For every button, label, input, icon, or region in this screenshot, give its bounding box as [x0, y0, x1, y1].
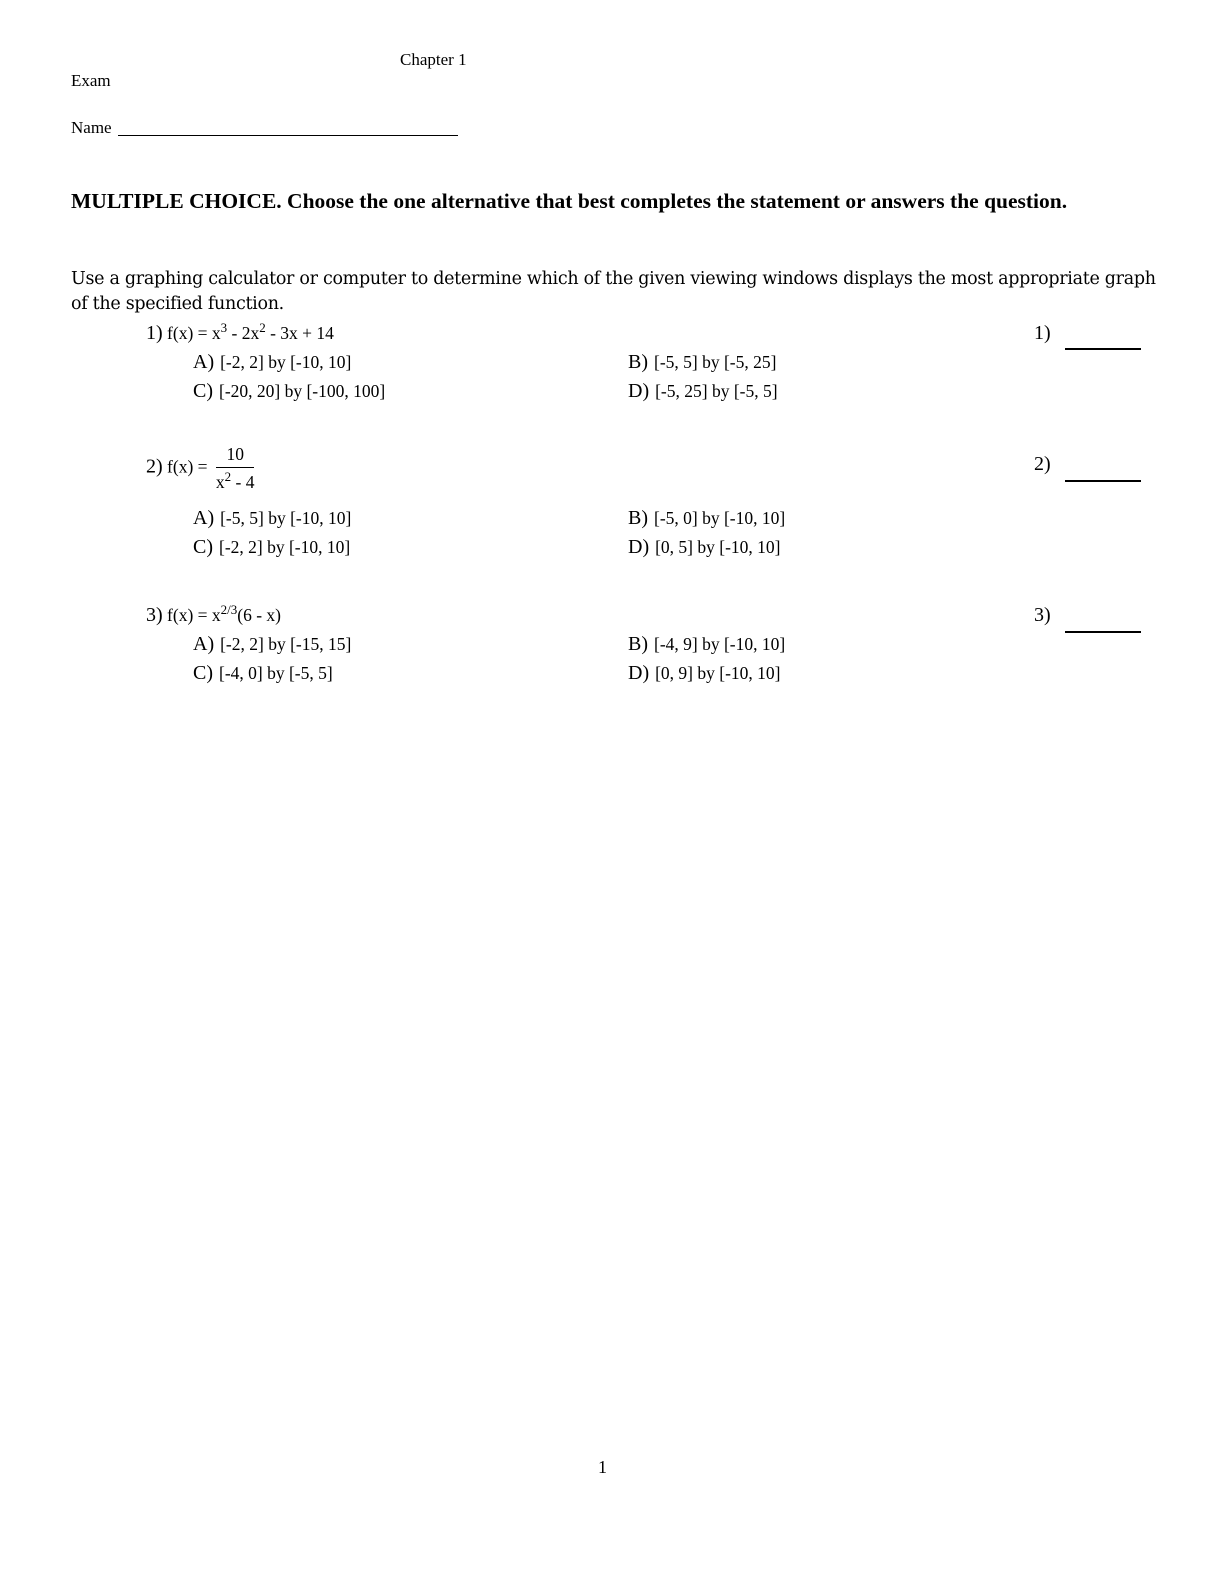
fraction [216, 444, 255, 493]
question-number: 1) [146, 322, 163, 344]
question-2 [146, 444, 254, 493]
answer-blank[interactable] [1065, 631, 1141, 633]
answer-label: 3) [1034, 604, 1051, 626]
question-1 [146, 322, 334, 345]
function-prefix: f(x) = [167, 456, 208, 477]
option-a[interactable]: A) [-2, 2] by [-15, 15] [193, 633, 352, 655]
option-d[interactable]: D) [0, 9] by [-10, 10] [628, 662, 781, 684]
question-number: 3) [146, 604, 163, 626]
name-field [71, 118, 112, 138]
option-d[interactable]: D) [-5, 25] by [-5, 5] [628, 380, 778, 402]
option-c[interactable]: C) [-4, 0] by [-5, 5] [193, 662, 333, 684]
answer-label: 1) [1034, 322, 1051, 344]
name-underline [118, 135, 458, 136]
name-label: Name [71, 118, 112, 137]
option-b[interactable]: B) [-5, 0] by [-10, 10] [628, 507, 786, 529]
page-number: 1 [598, 1457, 607, 1477]
option-a[interactable]: A) [-5, 5] by [-10, 10] [193, 507, 352, 529]
question-number: 2) [146, 455, 163, 478]
option-b[interactable]: B) [-4, 9] by [-10, 10] [628, 633, 786, 655]
function-expression: $f(x) = x^{2/3}(6 - x)$ [167, 602, 282, 625]
option-d[interactable]: D) [0, 5] by [-10, 10] [628, 536, 781, 558]
instructions: Use a graphing calculator or computer to determine which of the given viewing windows displays the most appropriate graph of the specified function. [71, 269, 1156, 314]
option-b[interactable]: B) [-5, 5] by [-5, 25] [628, 351, 777, 373]
answer-label: 2) [1034, 453, 1051, 475]
fraction-numerator: 10 [216, 444, 255, 468]
question-3 [146, 604, 281, 627]
answer-blank[interactable] [1065, 480, 1141, 482]
option-a[interactable]: A) [-2, 2] by [-10, 10] [193, 351, 352, 373]
section-heading: MULTIPLE CHOICE. Choose the one alternative that best completes the statement or answers the question. [71, 189, 1068, 213]
exam-label: Exam [71, 71, 111, 90]
fraction-denominator: $x^2 - 4$ [215, 469, 255, 492]
answer-blank[interactable] [1065, 348, 1141, 350]
option-c[interactable]: C) [-2, 2] by [-10, 10] [193, 536, 351, 558]
chapter-title: Chapter 1 [400, 50, 467, 69]
option-c[interactable]: C) [-20, 20] by [-100, 100] [193, 380, 386, 402]
function-expression: $f(x) = x^3 - 2x^2 - 3x + 14$ [167, 320, 334, 343]
